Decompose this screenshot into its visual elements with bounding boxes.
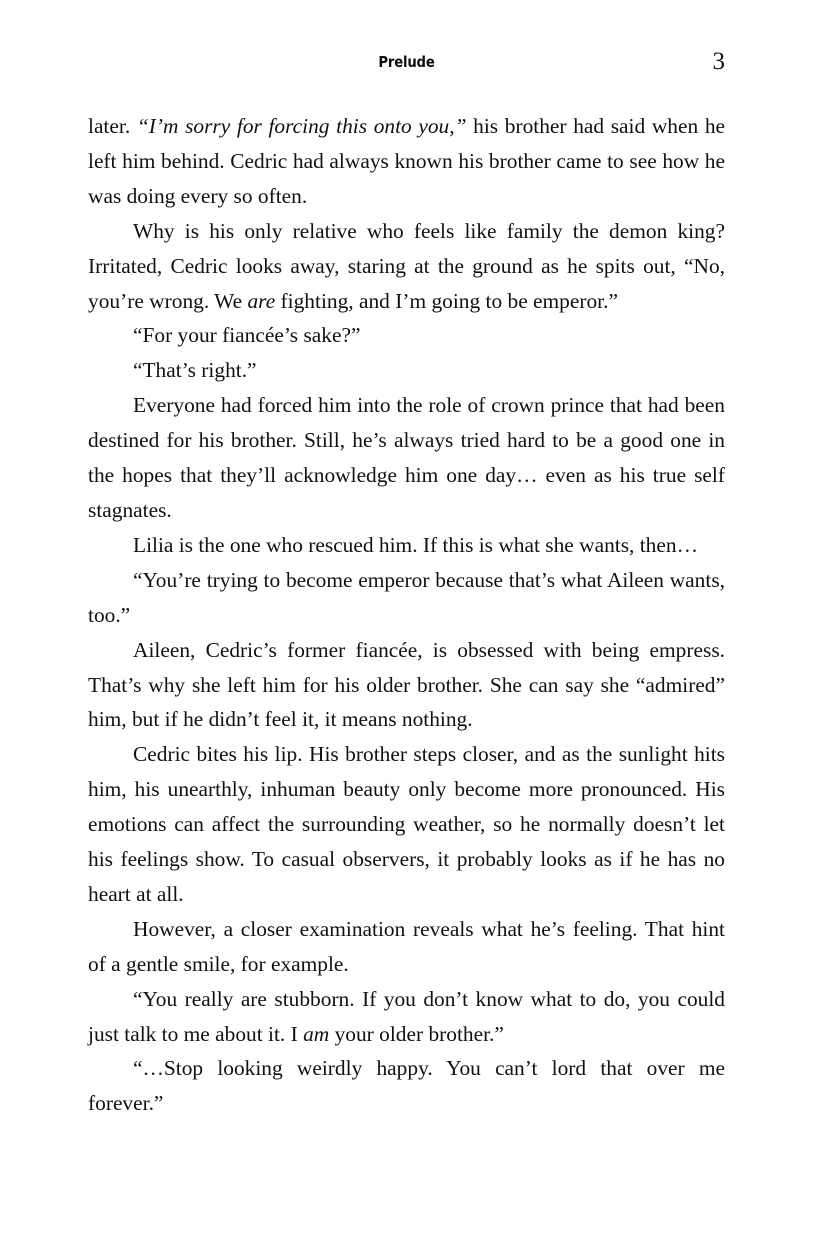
paragraph [88, 388, 725, 528]
italic-run: “I’m sorry for forcing this onto you,” [136, 114, 467, 138]
italic-run: are [247, 288, 276, 313]
text-run: “For your fiancée’s sake?” [133, 323, 361, 348]
text-run: your older brother.” [329, 1021, 504, 1046]
text-run: Everyone had forced him into the role of crown prince that had been destined for his brother. Still, he’s always tried hard to be a good one in the hopes that they’ll acknowledge him one day… even as his true self stagnates. [88, 393, 725, 522]
text-run: Cedric bites his lip. His brother steps closer, and as the sunlight hits him, his unearthly, inhuman beauty only become more pronounced. His emotions can affect the surrounding weather, so he normally doesn’t let his feelings show. To casual observers, it probably looks as if he has no heart at all. [88, 742, 725, 906]
page-number: 3 [712, 48, 725, 75]
paragraph [88, 353, 725, 388]
text-run: However, a closer examination reveals what he’s feeling. That hint of a gentle smile, for example. [88, 916, 725, 976]
paragraph [88, 633, 725, 738]
paragraph [88, 318, 725, 353]
text-run: “You really are stubborn. If you don’t know what to do, you could just talk to me about it. I [88, 986, 725, 1046]
text-run: “…Stop looking weirdly happy. You can’t lord that over me forever.” [88, 1056, 725, 1116]
paragraph [88, 528, 725, 563]
text-run: later. [88, 114, 137, 138]
body-text-block [88, 109, 725, 1121]
chapter-title: Prelude [378, 53, 435, 71]
paragraph [88, 912, 725, 982]
paragraph [88, 1051, 725, 1121]
text-run: Why is his only relative who feels like family the demon king? Irritated, Cedric looks away, staring at the ground as he spits out, “No, you’re wrong. We [88, 218, 725, 313]
italic-run: am [303, 1021, 330, 1046]
paragraph [88, 109, 725, 214]
text-run: Lilia is the one who rescued him. If this is what she wants, then… [133, 532, 698, 557]
paragraph [88, 982, 725, 1052]
paragraph [88, 737, 725, 912]
running-head [88, 48, 725, 78]
text-run: fighting, and I’m going to be emperor.” [275, 288, 618, 313]
text-run: “You’re trying to become emperor because that’s what Aileen wants, too.” [88, 567, 725, 627]
text-run: his brother had said when he left him behind. Cedric had always known his brother came to see how he was doing every so often. [88, 114, 726, 208]
text-run: Aileen, Cedric’s former fiancée, is obsessed with being empress. That’s why she left him for his older brother. She can say she “admired” him, but if he didn’t feel it, it means nothing. [88, 637, 725, 732]
paragraph [88, 563, 725, 633]
text-run: “That’s right.” [133, 358, 257, 383]
paragraph [88, 214, 725, 319]
